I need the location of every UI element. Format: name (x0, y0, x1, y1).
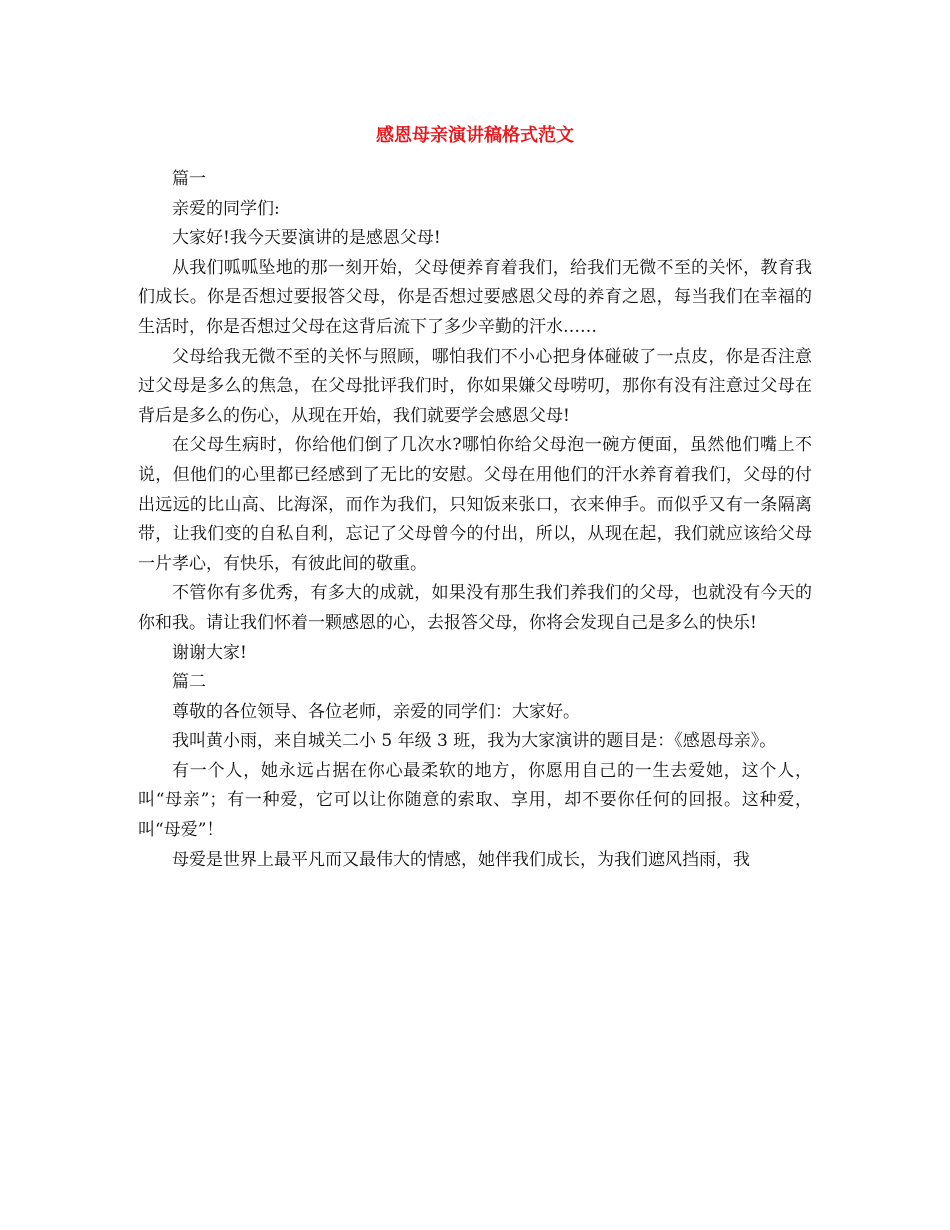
paragraph: 尊敬的各位领导、各位老师，亲爱的同学们：大家好。 (172, 701, 580, 722)
paragraph: 不管你有多优秀，有多大的成就，如果没有那生我们养我们的父母，也就没有今天的你和我。请让我们怀着一颗感恩的心，去报答父母，你将会发现自己是多么的快乐! (138, 583, 812, 633)
paragraph: 从我们呱呱坠地的那一刻开始，父母便养育着我们，给我们无微不至的关怀，教育我们成长。你是否想过要报答父母，你是否想过要感恩父母的养育之恩，每当我们在幸福的生活时，你是否想过父母在这背后流下了多少辛勤的汗水…… (138, 257, 812, 337)
paragraph: 大家好!我今天要演讲的是感恩父母! (172, 228, 441, 249)
document-body (138, 165, 812, 875)
paragraph: 在父母生病时，你给他们倒了几次水?哪怕你给父母泡一碗方便面，虽然他们嘴上不说，但他们的心里都已经感到了无比的安慰。父母在用他们的汗水养育着我们，父母的付出远远的比山高、比海深，而作为我们，只知饭来张口，衣来伸手。而似乎又有一条隔离带，让我们变的自私自利，忘记了父母曾今的付出，所以，从现在起，我们就应该给父母一片孝心，有快乐，有彼此间的敬重。 (138, 435, 812, 574)
paragraph: 谢谢大家! (172, 642, 247, 663)
paragraph: 篇二 (172, 672, 206, 693)
paragraph: 篇一 (172, 169, 206, 189)
paragraph: 亲爱的同学们: (172, 198, 280, 219)
document-title: 感恩母亲演讲稿格式范文 (376, 125, 574, 146)
paragraph: 父母给我无微不至的关怀与照顾，哪怕我们不小心把身体碰破了一点皮，你是否注意过父母是多么的焦急，在父母批评我们时，你如果嫌父母唠叨，那你有没有注意过父母在背后是多么的伤心，从现在开始，我们就要学会感恩父母! (138, 346, 812, 426)
paragraph: 有一个人，她永远占据在你心最柔软的地方，你愿用自己的一生去爱她，这个人，叫“母亲”；有一种爱，它可以让你随意的索取、享用，却不要你任何的回报。这种爱，叫“母爱”！ (138, 760, 812, 841)
paragraph: 我叫黄小雨，来自城关二小 5 年级 3 班，我为大家演讲的题目是：《感恩母亲》。 (172, 731, 777, 752)
paragraph: 母爱是世界上最平凡而又最伟大的情感，她伴我们成长，为我们遮风挡雨，我 (172, 849, 750, 870)
